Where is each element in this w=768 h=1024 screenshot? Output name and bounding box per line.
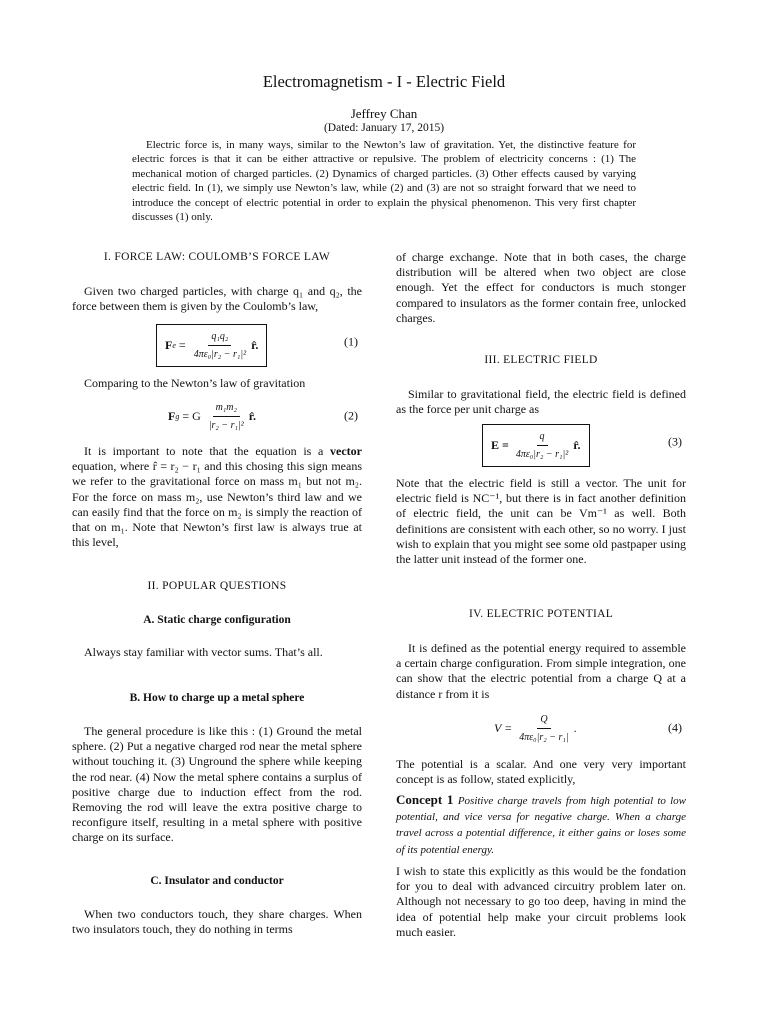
equation-4 bbox=[396, 708, 686, 748]
subsection-2c-paragraph-continued: of charge exchange. Note that in both cases, the charge distribution will be altered when two object are close enough. Yet the effect for conductors is much stonger compared to insulators as the former contain free, unlocked charges. bbox=[396, 250, 686, 325]
section-1-paragraph-1: Given two charged particles, with charge q₁ and q₂, the force between them is given by the Coulomb’s law, bbox=[72, 284, 362, 314]
section-3-paragraph-2: Note that the electric field is still a vector. The unit for electric field is NC⁻¹, but there is in fact another definition of electric field, the unit can be Vm⁻¹ as well. Both definitions are consistent with each other, so no worry. I just wish to explain that you might see some old pastpaper using the latter unit instead of the former one. bbox=[396, 476, 686, 567]
equation-2-body: F g = G $\frac{\text{m₁m₂}}{\text{|r₂ − r₁|²}}$ r̂. bbox=[168, 400, 256, 433]
equation-1 bbox=[72, 322, 362, 362]
paper-author: Jeffrey Chan bbox=[350, 106, 418, 121]
concept-body: Positive charge travels from high potential to low potential, and vice versa for negative charge. When a charge travel across a potential difference, it either gains or loses some of its potential energy. bbox=[396, 795, 686, 856]
equation-3-fraction: $\frac{q}{\text{4πε₀|r₂ − r₁|²}}$ bbox=[515, 431, 569, 461]
equation-1-fraction: $\frac{\text{q₁q₂}}{\text{4πε₀|r₂ − r₁|²}}$ bbox=[193, 331, 247, 361]
section-1-heading: I. FORCE LAW: COULOMB’S FORCE LAW bbox=[103, 251, 331, 263]
concept-label: Concept 1 bbox=[396, 792, 454, 807]
abstract: Electric force is, in many ways, similar to the Newton’s law of gravitation. Yet, the distinctive feature for electric forces is that it can be either attractive or repulsive. The problem of electricity concerns : (1) The mechanical motion of charged particles. (2) Dynamics of charged particles. (3) Other effects caused by varying electric field. In (1), we simply use Newton’s law, while (2) and (3) are not so straight forward that we need to introduce the concept of electric potential in order to explain the physical phenomenon. This very first chapter discusses (1) only. bbox=[132, 139, 636, 224]
section-2-heading: II. POPULAR QUESTIONS bbox=[147, 580, 287, 592]
equation-2-number: (2) bbox=[344, 408, 358, 423]
subsection-2c-heading: C. Insulator and conductor bbox=[150, 875, 284, 887]
section-4-paragraph-3: I wish to state this explicitly as this would be the fondation for you to deal with advanced circuitry problem later on. Although not necessary to go too deep, having in mind the idea of potential help make your circuit problems look much easier. bbox=[396, 864, 686, 939]
equation-3 bbox=[396, 422, 686, 462]
equation-1-box: F e = $\frac{\text{q₁q₂}}{\text{4πε₀|r₂ − r₁|²}}$ r̂. bbox=[156, 324, 267, 367]
equation-3-number: (3) bbox=[668, 434, 682, 449]
section-1-paragraph-3: It is important to note that the equation is a vector equation, where r̂ = r₂ − r₁ and this chosing this sign means we refer to the gravitational force on mass m₁ but not m₂. For the force on mass m₂, use Newton’s third law and we can easily find that the force on m₂ is simply the reaction of that on m₁. Note that Newton’s first law is always true at this level, bbox=[72, 444, 362, 550]
concept-1 bbox=[396, 792, 686, 858]
bold-vector-word: vector bbox=[330, 444, 362, 458]
section-3-heading: III. ELECTRIC FIELD bbox=[484, 354, 598, 366]
equation-2 bbox=[72, 396, 362, 436]
equation-4-number: (4) bbox=[668, 720, 682, 735]
section-4-paragraph-1: It is defined as the potential energy required to assemble a certain charge configuration. From simple integration, one can show that the electric potential from a charge Q at a distance r from it is bbox=[396, 641, 686, 701]
equation-1-number: (1) bbox=[344, 334, 358, 349]
equation-4-fraction: $\frac{Q}{\text{4πε₀|r₂ − r₁|}}$ bbox=[519, 714, 569, 744]
section-1-paragraph-2: Comparing to the Newton’s law of gravitation bbox=[84, 376, 306, 390]
subsection-2c-paragraph-start: When two conductors touch, they share charges. When two insulators touch, they do nothing in terms bbox=[72, 907, 362, 937]
paper-date: (Dated: January 17, 2015) bbox=[323, 122, 445, 134]
subsection-2b-heading: B. How to charge up a metal sphere bbox=[129, 692, 305, 704]
section-4-heading: IV. ELECTRIC POTENTIAL bbox=[468, 608, 614, 620]
subsection-2a-heading: A. Static charge configuration bbox=[143, 614, 291, 626]
section-3-paragraph-1: Similar to gravitational field, the electric field is defined as the force per unit charge as bbox=[396, 387, 686, 417]
subsection-2b-paragraph: The general procedure is like this : (1) Ground the metal sphere. (2) Put a negative charged rod near the metal sphere without touching it. (3) Unground the sphere while keeping the rod near. (4) Now the metal sphere contains a surplus of positive charge due to induction effect from the rod. Removing the rod will leave the extra positive charge to reconfigure itself, resulting in a metal sphere with positive charge on its surface. bbox=[72, 724, 362, 845]
subsection-2a-paragraph: Always stay familiar with vector sums. That’s all. bbox=[84, 645, 323, 659]
equation-3-box: E = $\frac{q}{\text{4πε₀|r₂ − r₁|²}}$ r̂. bbox=[482, 424, 590, 467]
equation-2-fraction: $\frac{\text{m₁m₂}}{\text{|r₂ − r₁|²}}$ bbox=[208, 402, 244, 432]
paper-title: Electromagnetism - I - Electric Field bbox=[262, 72, 506, 91]
section-4-paragraph-2: The potential is a scalar. And one very very important concept is as follow, stated explicitly, bbox=[396, 757, 686, 787]
equation-4-body: V = $\frac{Q}{\text{4πε₀|r₂ − r₁|}}$ . bbox=[494, 712, 577, 745]
